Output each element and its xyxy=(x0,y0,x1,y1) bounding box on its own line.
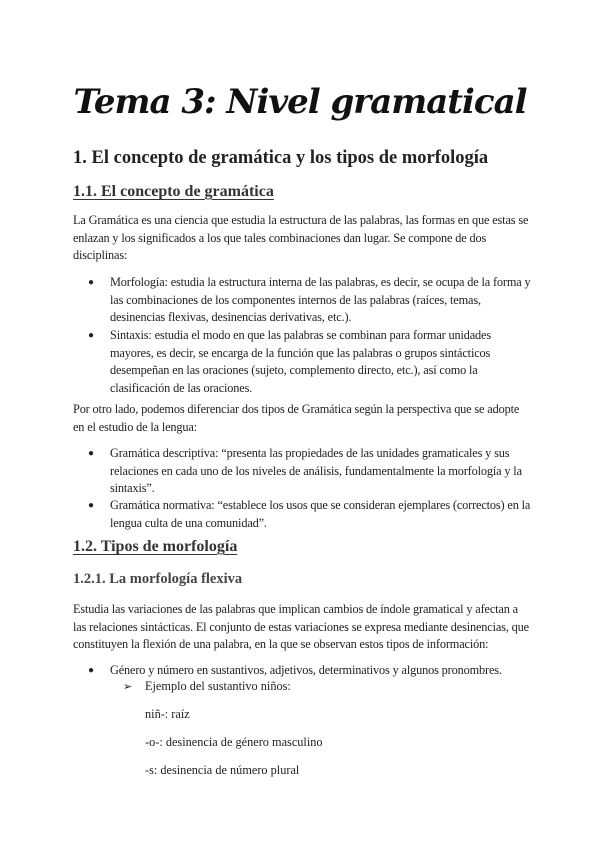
bullet-icon: ● xyxy=(88,330,94,341)
section-1-heading: 1. El concepto de gramática y los tipos de morfología xyxy=(73,148,489,168)
example-part-number: -s: desinencia de número plural xyxy=(145,763,300,777)
grammar-definition-paragraph: La Gramática es una ciencia que estudia la estructura de las palabras, las formas en que estas se enlazan y los significados a los que tales combinaciones dan lugar. Se compone de dos disciplinas: xyxy=(73,213,529,263)
grammar-types-paragraph: Por otro lado, podemos diferenciar dos tipos de Gramática según la perspectiva que se adopte en el estudio de la lengua: xyxy=(73,402,520,434)
list-item-text: Gramática normativa: “establece los usos que se consideran ejemplares (correctos) en la lengua culta de una comunidad”. xyxy=(110,498,531,530)
section-1-2-heading: 1.2. Tipos de morfología xyxy=(73,538,238,555)
bullet-icon: ● xyxy=(88,500,94,511)
list-item-sintaxis xyxy=(88,327,534,397)
list-item-normativa xyxy=(88,497,534,532)
document-title: Tema 3: Nivel gramatical xyxy=(73,82,527,122)
list-item-morfologia xyxy=(88,274,534,327)
example-label: Ejemplo del sustantivo niños: xyxy=(145,679,291,693)
list-item-text: Morfología: estudia la estructura interna de las palabras, es decir, se ocupa de la forma y las combinaciones de los componentes internos de las palabras (raíces, temas, desinencias flexivas, desinencias derivativas, etc.). xyxy=(110,275,531,325)
flexiva-definition-paragraph: Estudia las variaciones de las palabras que implican cambios de índole gramatical y afectan a las relaciones sintácticas. El conjunto de estas variaciones se expresa mediante desinencias, que constituyen la flexión de una palabra, en la que se observan estos tipos de información: xyxy=(73,602,529,652)
section-1-2-1-heading: 1.2.1. La morfología flexiva xyxy=(73,571,243,587)
list-item-text: Género y número en sustantivos, adjetivos, determinativos y algunos pronombres. xyxy=(110,663,502,677)
example-item xyxy=(123,678,291,696)
bullet-icon: ● xyxy=(88,665,94,676)
list-item-text: Gramática descriptiva: “presenta las propiedades de las unidades gramaticales y sus relaciones en cada uno de los niveles de análisis, fundamentalmente la morfología y la sintaxis”. xyxy=(110,446,522,496)
section-1-1-heading: 1.1. El concepto de gramática xyxy=(73,183,274,200)
list-item-descriptiva xyxy=(88,445,534,498)
example-part-gender: -o-: desinencia de género masculino xyxy=(145,735,323,749)
example-part-root: niñ-: raíz xyxy=(145,707,190,721)
arrow-bullet-icon: ➢ xyxy=(123,680,133,693)
list-item-genero-numero xyxy=(88,662,534,680)
bullet-icon: ● xyxy=(88,448,94,459)
list-item-text: Sintaxis: estudia el modo en que las palabras se combinan para formar unidades mayores, es decir, se encarga de la función que las palabras o grupos sintácticos desempeñan en las oraciones (sujeto, complemento directo, etc.), así como la clasificación de las oraciones. xyxy=(110,328,492,395)
bullet-icon: ● xyxy=(88,277,94,288)
